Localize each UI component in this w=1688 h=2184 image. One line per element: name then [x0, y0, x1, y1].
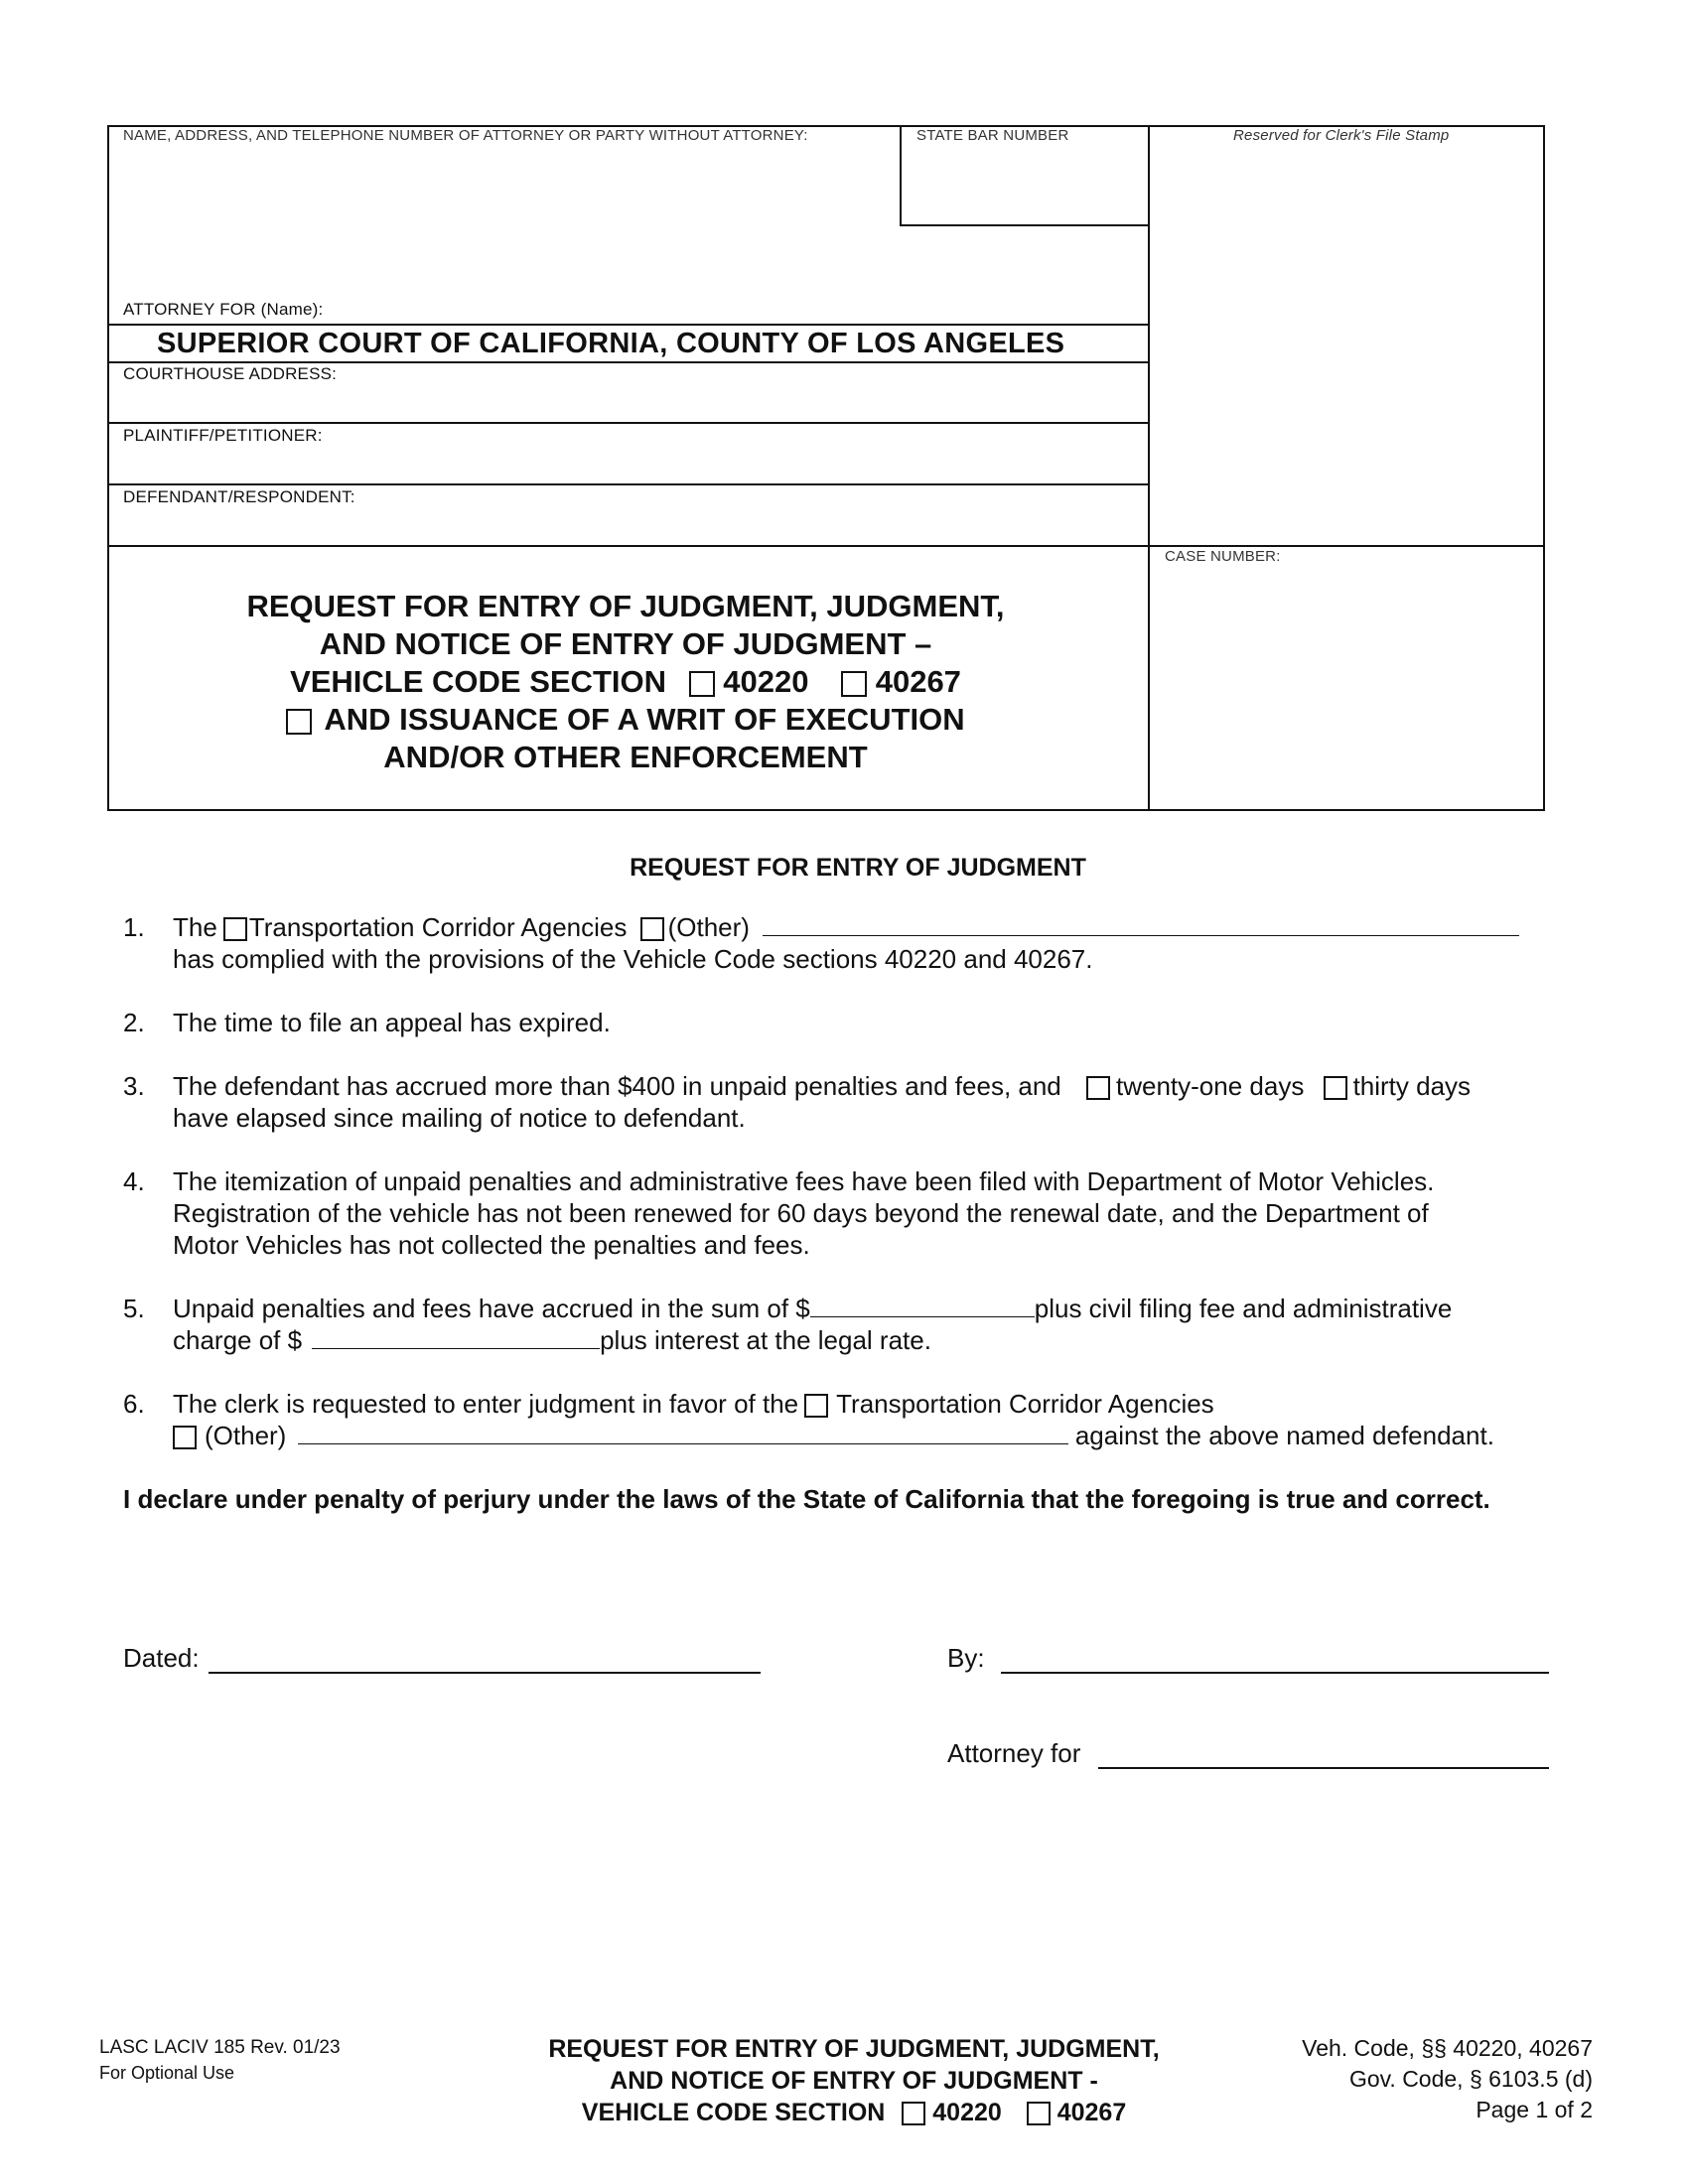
item-6-line-1 [173, 1389, 1214, 1420]
title-vehicle-code: VEHICLE CODE SECTION [290, 664, 666, 699]
item-4-number: 4. [123, 1166, 145, 1196]
item-5-text-d: plus interest at the legal rate. [600, 1325, 931, 1355]
case-number-label: CASE NUMBER: [1165, 548, 1281, 565]
checkbox-title-40267[interactable] [841, 671, 867, 697]
dated-label: Dated: [123, 1643, 200, 1673]
form-id: LASC LACIV 185 Rev. 01/23 [99, 2037, 341, 2058]
attorney-for-field[interactable] [1098, 1767, 1549, 1769]
item-5-text-a: Unpaid penalties and fees have accrued in the sum of $ [173, 1294, 810, 1323]
item-3-line-2: have elapsed since mailing of notice to defendant. [173, 1103, 746, 1133]
checkbox-twenty-one-days[interactable] [1086, 1076, 1110, 1100]
title-opt-40267: 40267 [875, 664, 961, 699]
title-line-4 [109, 701, 1142, 739]
item-3-text: The defendant has accrued more than $400 in unpaid penalties and fees, and [173, 1071, 1061, 1101]
item-6-against: against the above named defendant. [1074, 1421, 1494, 1450]
item-1-tca: Transportation Corridor Agencies [248, 912, 628, 942]
item-6-number: 6. [123, 1389, 145, 1419]
item-4-line-1: The itemization of unpaid penalties and administrative fees have been filed with Department of Motor Vehicles. [173, 1166, 1435, 1196]
title-writ-text: AND ISSUANCE OF A WRIT OF EXECUTION [324, 702, 965, 737]
by-field[interactable] [1001, 1672, 1549, 1674]
item-5-number: 5. [123, 1294, 145, 1323]
item-5-line-1 [173, 1294, 1452, 1324]
item-5-charge-field[interactable] [312, 1326, 600, 1349]
footer-veh-code: Veh. Code, §§ 40220, 40267 [1302, 2035, 1593, 2061]
by-label: By: [947, 1643, 985, 1673]
section-heading: REQUEST FOR ENTRY OF JUDGMENT [630, 854, 1086, 882]
item-6-other-field[interactable] [298, 1422, 1068, 1444]
checkbox-footer-40267[interactable] [1027, 2102, 1051, 2125]
item-4-line-3: Motor Vehicles has not collected the penalties and fees. [173, 1230, 810, 1260]
checkbox-tca-6[interactable] [804, 1394, 828, 1418]
checkbox-thirty-days[interactable] [1324, 1076, 1347, 1100]
title-opt-40220: 40220 [723, 664, 809, 699]
court-name: SUPERIOR COURT OF CALIFORNIA, COUNTY OF LOS ANGELES [157, 328, 1065, 359]
item-6-other: (Other) [205, 1421, 287, 1450]
title-line-2: AND NOTICE OF ENTRY OF JUDGMENT – [319, 626, 932, 661]
footer-title-1: REQUEST FOR ENTRY OF JUDGMENT, JUDGMENT, [548, 2035, 1160, 2063]
footer-vehicle-code: VEHICLE CODE SECTION [581, 2099, 886, 2126]
item-2-number: 2. [123, 1008, 145, 1037]
dated-field[interactable] [209, 1672, 761, 1674]
item-1-line-2: has complied with the provisions of the Vehicle Code sections 40220 and 40267. [173, 944, 1093, 974]
checkbox-title-40220[interactable] [689, 671, 715, 697]
checkbox-footer-40220[interactable] [902, 2102, 925, 2125]
item-1-other-field[interactable] [763, 913, 1519, 936]
item-6-tca: Transportation Corridor Agencies [836, 1389, 1214, 1419]
item-1-the: The [173, 912, 217, 942]
defendant-label: DEFENDANT/RESPONDENT: [123, 487, 355, 506]
item-5-text-b: plus civil filing fee and administrative [1034, 1294, 1453, 1323]
item-6-text: The clerk is requested to enter judgment in favor of the [173, 1389, 799, 1419]
item-2-text: The time to file an appeal has expired. [173, 1008, 611, 1037]
item-1-other: (Other) [667, 912, 750, 942]
attorney-label: NAME, ADDRESS, AND TELEPHONE NUMBER OF ATTORNEY OR PARTY WITHOUT ATTORNEY: [123, 127, 808, 144]
title-line-5: AND/OR OTHER ENFORCEMENT [383, 740, 868, 774]
courthouse-address-label: COURTHOUSE ADDRESS: [123, 364, 338, 383]
footer-title-3 [457, 2097, 1251, 2128]
item-3-line-1 [173, 1071, 1471, 1102]
footer-gov-code: Gov. Code, § 6103.5 (d) [1348, 2066, 1593, 2092]
footer-opt-40220: 40220 [932, 2099, 1002, 2126]
item-4-line-2: Registration of the vehicle has not been renewed for 60 days beyond the renewal date, and the Department of [173, 1198, 1429, 1228]
item-1-line-1 [173, 912, 1519, 943]
checkbox-tca-1[interactable] [223, 917, 247, 941]
checkbox-other-1[interactable] [640, 917, 664, 941]
optional-use: For Optional Use [99, 2063, 235, 2083]
item-5-line-2 [173, 1325, 931, 1356]
footer-title-2: AND NOTICE OF ENTRY OF JUDGMENT - [610, 2067, 1098, 2095]
item-3-number: 3. [123, 1071, 145, 1101]
title-line-3 [109, 663, 1142, 701]
declaration: I declare under penalty of perjury under the laws of the State of California that the foregoing is true and correct. [123, 1484, 1490, 1514]
checkbox-writ-of-execution[interactable] [286, 709, 312, 735]
item-3-thirty: thirty days [1352, 1071, 1472, 1101]
footer-page-number: Page 1 of 2 [1476, 2097, 1593, 2122]
footer-opt-40267: 40267 [1056, 2099, 1127, 2126]
clerk-stamp-label: Reserved for Clerk's File Stamp [1233, 127, 1450, 144]
checkbox-other-6[interactable] [173, 1426, 197, 1449]
attorney-for-sig-label: Attorney for [947, 1738, 1081, 1768]
plaintiff-label: PLAINTIFF/PETITIONER: [123, 426, 323, 445]
item-6-line-2 [173, 1421, 1494, 1451]
attorney-for-label: ATTORNEY FOR (Name): [123, 300, 324, 319]
title-line-1: REQUEST FOR ENTRY OF JUDGMENT, JUDGMENT, [246, 589, 1005, 623]
state-bar-label: STATE BAR NUMBER [916, 127, 1069, 144]
item-1-number: 1. [123, 912, 145, 942]
item-5-sum-field[interactable] [810, 1295, 1035, 1317]
item-5-text-c: charge of $ [173, 1325, 303, 1355]
item-3-twenty-one: twenty-one days [1116, 1071, 1305, 1101]
